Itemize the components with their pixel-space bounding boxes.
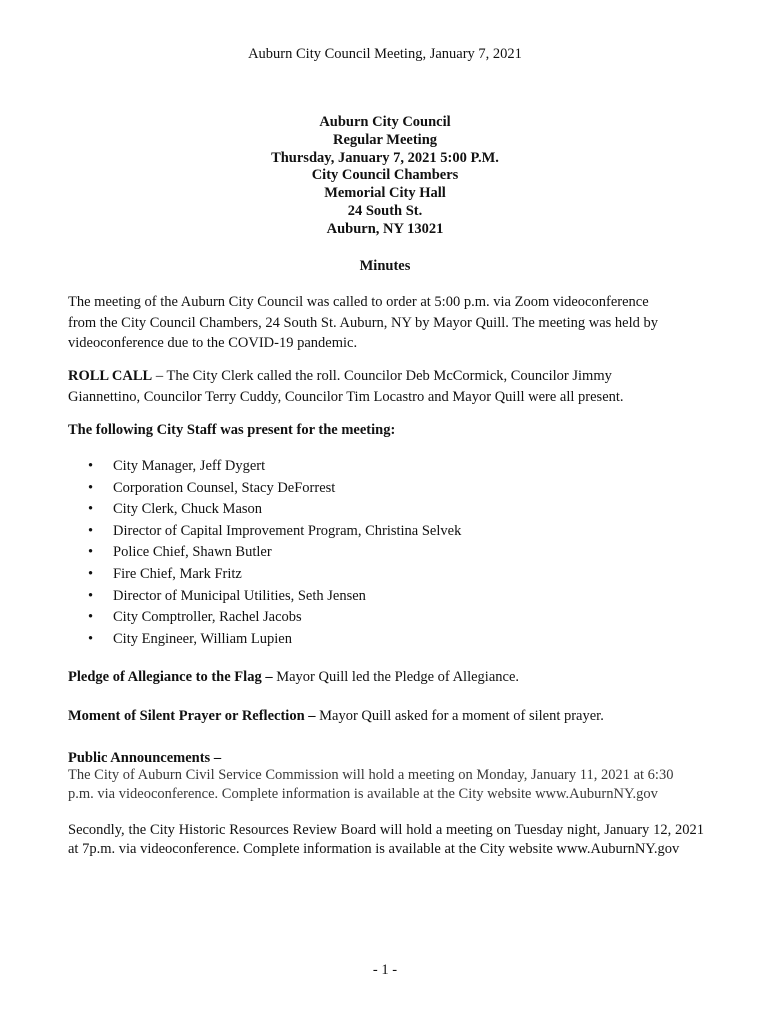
staff-name: City Engineer, William Lupien [113,630,292,647]
list-item [88,542,461,564]
title-council-name: Auburn City Council [319,114,451,130]
bullet-icon: • [88,609,94,626]
list-item [88,478,461,500]
bullet-icon: • [88,544,94,561]
roll-call-line: Giannettino, Councilor Terry Cuddy, Councilor Tim Locastro and Mayor Quill were all present. [68,389,624,405]
intro-line: The meeting of the Auburn City Council was called to order at 5:00 p.m. via Zoom videoconference [68,294,649,310]
intro-line: videoconference due to the COVID-19 pandemic. [68,335,358,351]
staff-list [88,456,461,650]
title-city-zip: Auburn, NY 13021 [326,220,444,237]
pledge-paragraph [68,669,704,686]
prayer-paragraph [68,708,704,725]
bullet-icon: • [88,501,94,518]
title-street: 24 South St. [347,202,423,219]
announcements-heading: Public Announcements – [68,750,222,766]
roll-call-line [68,366,704,387]
title-meeting-type: Regular Meeting [332,131,438,148]
list-item [88,629,461,651]
list-item [88,564,461,586]
staff-name: City Manager, Jeff Dygert [113,458,266,474]
list-item [88,586,461,608]
meeting-title-block [0,114,770,239]
roll-call-text: – The City Clerk called the roll. Councilor Deb McCormick, Councilor Jimmy [152,368,612,384]
staff-name: Fire Chief, Mark Fritz [113,565,242,582]
prayer-label: Moment of Silent Prayer or Reflection – [68,708,316,724]
minutes-heading: Minutes [359,258,411,274]
pledge-text: Mayor Quill led the Pledge of Allegiance. [272,669,520,685]
intro-paragraph [68,292,704,354]
roll-call-label: ROLL CALL [68,368,153,384]
list-item [88,456,461,478]
announcement-line: p.m. via videoconference. Complete information is available at the City website www.AuburnNY.gov [68,785,658,802]
bullet-icon: • [88,458,94,474]
list-item [88,607,461,629]
staff-heading: The following City Staff was present for the meeting: [68,422,396,438]
page-number: - 1 - [372,962,398,978]
staff-name: City Clerk, Chuck Mason [113,501,263,518]
staff-name: Police Chief, Shawn Butler [113,544,272,561]
bullet-icon: • [88,479,94,496]
running-header: Auburn City Council Meeting, January 7, 2021 [248,46,522,62]
staff-name: City Comptroller, Rachel Jacobs [113,609,302,626]
announcement-civil-service [68,766,704,803]
announcement-historic-board: Secondly, the City Historic Resources Review Board will hold a meeting on Tuesday night, January 12, 2021 at 7p.m. via videoconference. Complete information is available at the City website www.AuburnNY.gov [68,822,704,857]
title-location: City Council Chambers [311,167,459,184]
roll-call-paragraph [68,366,704,408]
bullet-icon: • [88,630,94,647]
announcement-line: The City of Auburn Civil Service Commission will hold a meeting on Monday, January 11, 2021 at 6:30 [68,767,674,783]
title-date-time: Thursday, January 7, 2021 5:00 P.M. [271,149,499,166]
pledge-label: Pledge of Allegiance to the Flag – [68,669,273,685]
intro-line: from the City Council Chambers, 24 South St. Auburn, NY by Mayor Quill. The meeting was held by [68,314,659,331]
staff-name: Corporation Counsel, Stacy DeForrest [113,479,336,496]
prayer-text: Mayor Quill asked for a moment of silent prayer. [315,708,604,724]
list-item [88,499,461,521]
bullet-icon: • [88,522,94,539]
list-item [88,521,461,543]
bullet-icon: • [88,587,94,604]
staff-name: Director of Capital Improvement Program, Christina Selvek [113,522,462,539]
staff-name: Director of Municipal Utilities, Seth Jensen [113,587,366,604]
title-building: Memorial City Hall [324,185,446,202]
bullet-icon: • [88,565,94,582]
